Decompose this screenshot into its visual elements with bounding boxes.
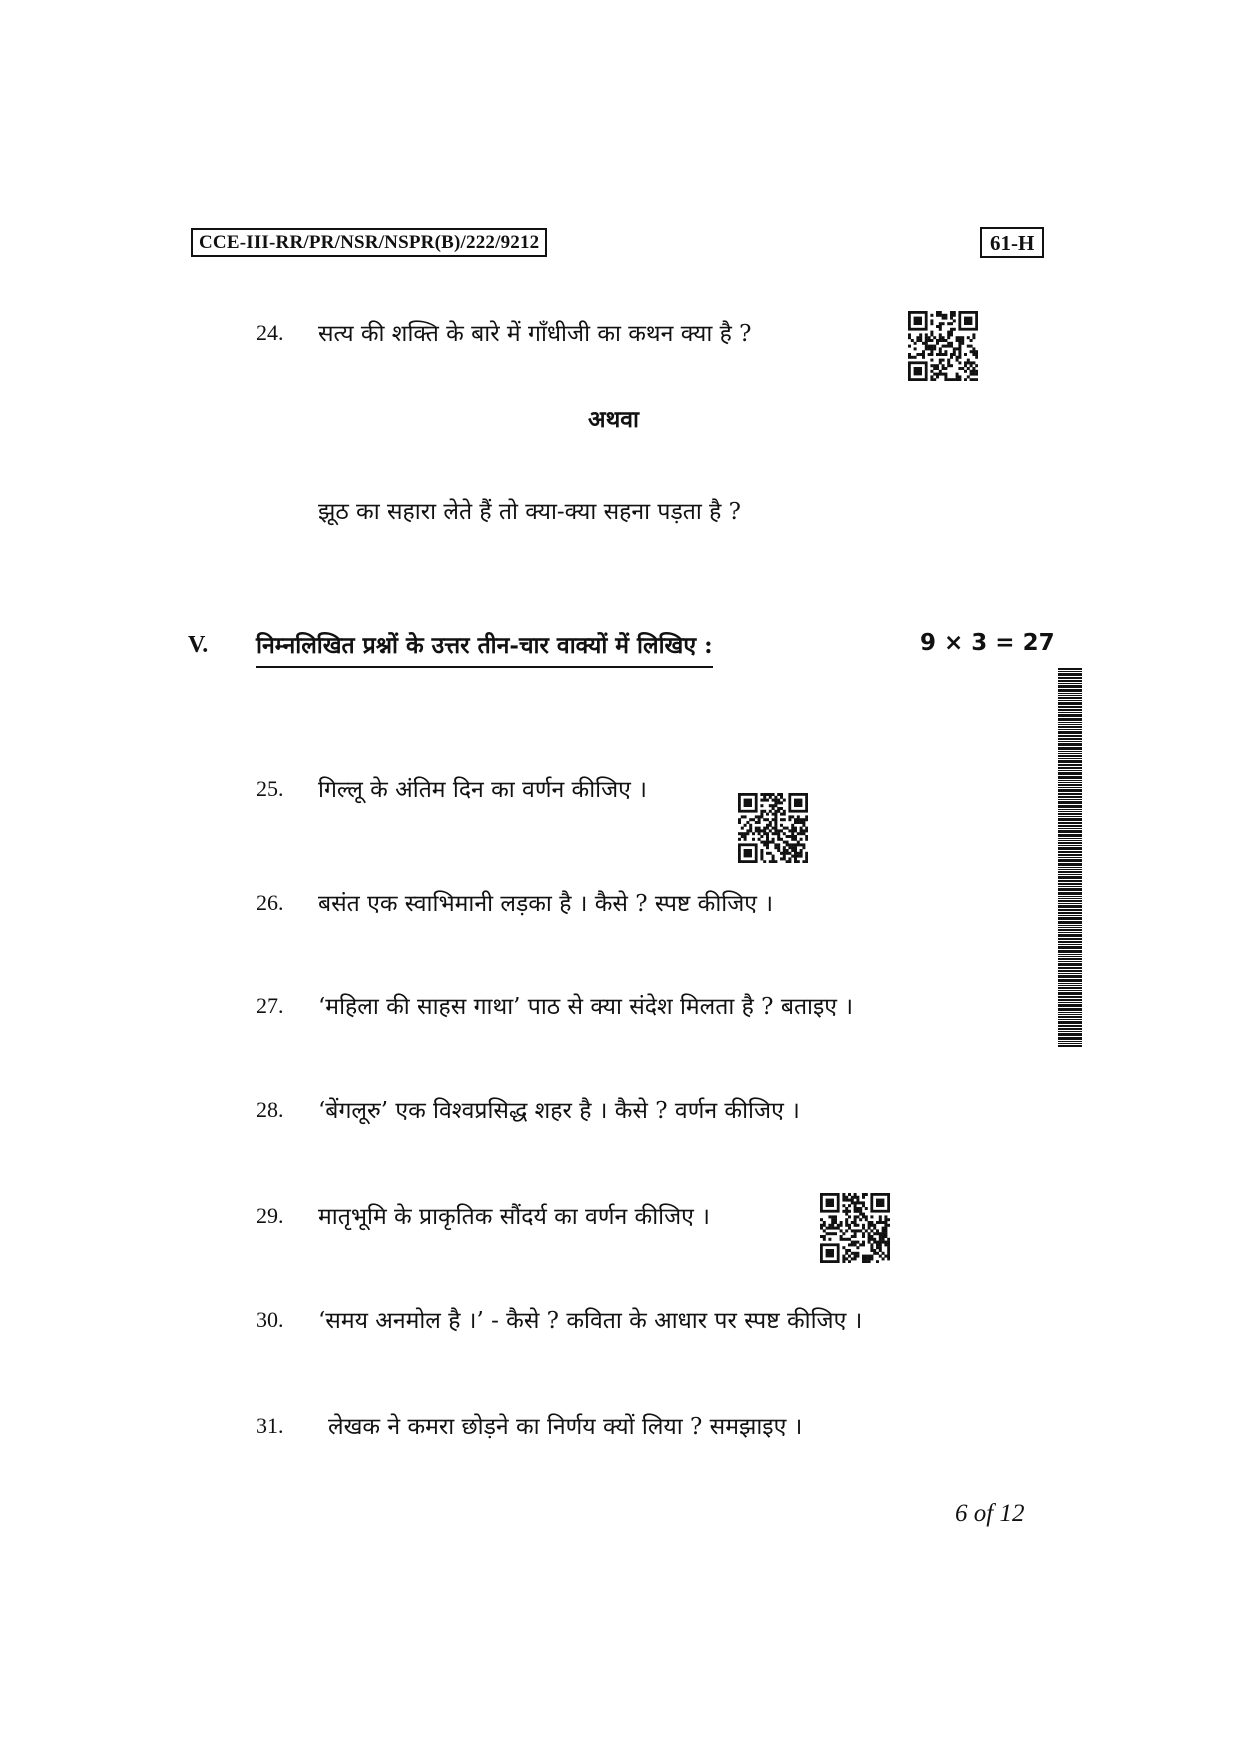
- or-label: अथवा: [588, 406, 640, 433]
- question-24-alt-text: झूठ का सहारा लेते हैं तो क्या-क्या सहना पड़ता है ?: [318, 499, 741, 525]
- question-number: 25.: [256, 776, 284, 801]
- question-number-24: 24.: [256, 320, 284, 345]
- question-number: 26.: [256, 890, 284, 915]
- exam-code: CCE-III-RR/PR/NSR/NSPR(B)/222/9212: [191, 228, 547, 257]
- section-number: V.: [188, 632, 209, 658]
- barcode-icon: [1058, 668, 1082, 1048]
- question-number: 30.: [256, 1307, 284, 1332]
- page-number: 6 of 12: [955, 1500, 1025, 1527]
- question-text: बसंत एक स्वाभिमानी लड़का है । कैसे ? स्पष्ट कीजिए ।: [318, 891, 774, 917]
- paper-code: 61-H: [980, 227, 1044, 258]
- question-24-text: सत्य की शक्ति के बारे में गाँधीजी का कथन क्या है ?: [318, 321, 752, 347]
- question-text: ‘बेंगलूरु’ एक विश्वप्रसिद्ध शहर है । कैसे ? वर्णन कीजिए ।: [318, 1098, 800, 1124]
- question-text: लेखक ने कमरा छोड़ने का निर्णय क्यों लिया ? समझाइए ।: [328, 1414, 803, 1440]
- section-title: निम्नलिखित प्रश्नों के उत्तर तीन-चार वाक्यों में लिखिए :: [256, 628, 713, 668]
- qr-code-icon: [820, 1193, 890, 1263]
- qr-code-icon: [908, 311, 978, 381]
- section-marks: 9 × 3 = 27: [920, 630, 1055, 656]
- question-number: 27.: [256, 993, 284, 1018]
- qr-code-icon: [738, 793, 808, 863]
- question-number: 31.: [256, 1413, 284, 1438]
- question-text: ‘महिला की साहस गाथा’ पाठ से क्या संदेश मिलता है ? बताइए ।: [318, 994, 854, 1020]
- question-text: ‘समय अनमोल है ।’ - कैसे ? कविता के आधार पर स्पष्ट कीजिए ।: [318, 1308, 863, 1334]
- question-number: 28.: [256, 1097, 284, 1122]
- question-text: गिल्लू के अंतिम दिन का वर्णन कीजिए ।: [318, 777, 647, 803]
- question-number: 29.: [256, 1203, 284, 1228]
- question-text: मातृभूमि के प्राकृतिक सौंदर्य का वर्णन कीजिए ।: [318, 1204, 710, 1230]
